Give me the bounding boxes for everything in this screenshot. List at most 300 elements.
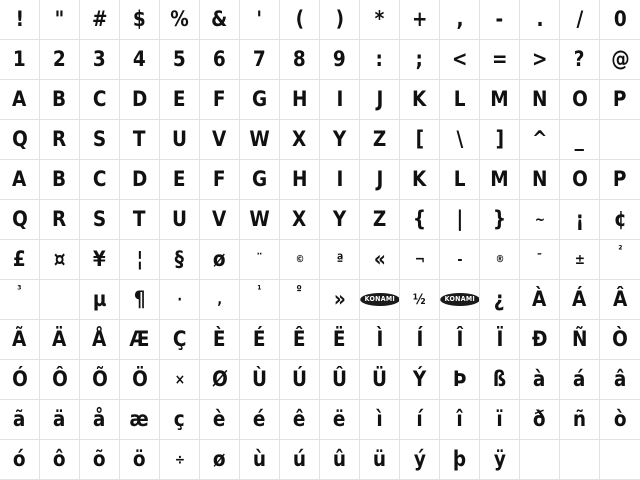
glyph-character: Ø [211,367,228,391]
glyph-cell[interactable] [600,160,640,200]
glyph-cell[interactable] [400,320,440,360]
glyph-cell[interactable] [440,120,480,160]
glyph-cell[interactable] [480,200,520,240]
glyph-character: É [253,327,266,351]
glyph-cell[interactable] [480,440,520,480]
glyph-cell[interactable] [400,360,440,400]
glyph-character: F [213,87,226,111]
glyph-character: ú [292,447,307,471]
glyph-character: ½ [413,291,426,308]
glyph-cell[interactable] [400,400,440,440]
glyph-cell[interactable] [520,120,560,160]
glyph-character: Q [11,127,28,151]
glyph-character: Ñ [571,327,588,351]
glyph-cell[interactable] [280,320,320,360]
glyph-cell[interactable] [240,0,280,40]
glyph-cell[interactable] [280,120,320,160]
glyph-cell[interactable] [0,0,40,40]
glyph-cell[interactable] [400,40,440,80]
glyph-cell[interactable] [280,0,320,40]
glyph-character: ø [213,447,226,471]
glyph-cell[interactable] [240,200,280,240]
glyph-character: ì [376,407,383,431]
glyph-cell[interactable] [120,440,160,480]
glyph-cell[interactable] [360,80,400,120]
glyph-character: KONAMI [360,293,399,306]
glyph-character: D [131,167,148,191]
glyph-character: / [576,7,583,31]
glyph-cell[interactable] [200,120,240,160]
glyph-cell[interactable] [560,400,600,440]
glyph-character: ¬ [414,251,425,268]
glyph-character: H [291,87,308,111]
glyph-character: : [375,47,384,71]
glyph-cell[interactable] [360,440,400,480]
glyph-cell[interactable] [120,120,160,160]
glyph-cell[interactable] [280,280,320,320]
glyph-character: ^ [531,127,548,151]
glyph-cell[interactable] [400,0,440,40]
glyph-character: Ï [496,327,503,351]
glyph-cell[interactable] [560,320,600,360]
glyph-cell[interactable] [520,280,560,320]
glyph-character: S [92,127,107,151]
glyph-cell[interactable] [80,280,120,320]
glyph-character: J [376,87,383,111]
glyph-cell[interactable] [40,0,80,40]
glyph-character: ô [53,447,66,471]
glyph-cell[interactable] [360,280,400,320]
glyph-character: ] [495,127,504,151]
glyph-cell[interactable] [200,280,240,320]
glyph-cell[interactable] [440,200,480,240]
glyph-cell[interactable] [0,120,40,160]
glyph-character: ø [213,247,226,271]
glyph-cell[interactable] [560,200,600,240]
glyph-cell[interactable] [560,440,600,480]
glyph-cell[interactable] [360,160,400,200]
glyph-cell[interactable] [600,360,640,400]
glyph-character: ; [415,47,424,71]
glyph-cell[interactable] [360,320,400,360]
glyph-character: Ð [531,327,548,351]
glyph-character: U [171,127,188,151]
glyph-character: = [491,47,508,71]
glyph-character: × [174,371,185,388]
glyph-character: Z [372,207,387,231]
glyph-character: 8 [293,47,306,71]
glyph-character: B [52,167,67,191]
glyph-cell[interactable] [400,280,440,320]
glyph-character: W [249,207,270,231]
glyph-cell[interactable] [120,400,160,440]
glyph-cell[interactable] [160,200,200,240]
glyph-cell[interactable] [120,280,160,320]
glyph-cell[interactable] [0,160,40,200]
glyph-cell[interactable] [400,120,440,160]
glyph-cell[interactable] [320,40,360,80]
glyph-character: ¿ [494,287,505,311]
glyph-cell[interactable] [80,440,120,480]
glyph-cell[interactable] [600,40,640,80]
glyph-character: Ò [612,327,628,351]
glyph-character: & [211,7,228,31]
glyph-cell[interactable] [80,120,120,160]
glyph-cell[interactable] [480,0,520,40]
glyph-character: 5 [173,47,186,71]
glyph-cell[interactable] [520,80,560,120]
glyph-cell[interactable] [480,80,520,120]
glyph-cell[interactable] [400,200,440,240]
glyph-character: Ö [131,367,148,391]
glyph-cell[interactable] [480,280,520,320]
glyph-cell[interactable] [0,200,40,240]
glyph-cell[interactable] [360,40,400,80]
glyph-cell[interactable] [120,160,160,200]
glyph-cell[interactable] [480,320,520,360]
glyph-cell[interactable] [560,240,600,280]
glyph-cell[interactable] [240,120,280,160]
glyph-cell[interactable] [120,40,160,80]
glyph-cell[interactable] [520,160,560,200]
glyph-character: U [171,207,188,231]
glyph-cell[interactable] [480,360,520,400]
glyph-character: ñ [572,407,587,431]
glyph-character: B [52,87,67,111]
glyph-cell[interactable] [0,280,40,320]
glyph-cell[interactable] [480,160,520,200]
glyph-character: - [456,251,463,268]
glyph-cell[interactable] [200,400,240,440]
glyph-cell[interactable] [600,280,640,320]
glyph-cell[interactable] [440,0,480,40]
glyph-character: Ê [293,327,306,351]
glyph-cell[interactable] [120,360,160,400]
glyph-character: * [374,7,385,31]
glyph-cell[interactable] [160,440,200,480]
glyph-cell[interactable] [440,80,480,120]
glyph-character: KONAMI [440,293,479,306]
glyph-character: A [12,167,27,191]
glyph-cell[interactable] [200,0,240,40]
glyph-cell[interactable] [80,160,120,200]
glyph-character: ë [333,407,346,431]
glyph-character: ¤ [53,247,66,271]
glyph-cell[interactable] [320,160,360,200]
glyph-character: 0 [613,7,627,31]
glyph-cell[interactable] [160,400,200,440]
glyph-cell[interactable] [560,360,600,400]
glyph-cell[interactable] [40,400,80,440]
glyph-cell[interactable] [320,360,360,400]
glyph-character: ¨ [256,251,263,268]
glyph-character: A [12,87,27,111]
glyph-cell[interactable] [600,80,640,120]
glyph-character: î [456,407,463,431]
glyph-cell[interactable] [160,80,200,120]
glyph-cell[interactable] [440,40,480,80]
glyph-cell[interactable] [200,80,240,120]
glyph-character: J [376,167,383,191]
glyph-character: © [295,253,304,265]
glyph-cell[interactable] [560,120,600,160]
glyph-character: £ [13,247,26,271]
glyph-cell[interactable] [600,120,640,160]
glyph-cell[interactable] [600,400,640,440]
glyph-cell[interactable] [440,160,480,200]
glyph-character: C [92,167,107,191]
glyph-cell[interactable] [80,240,120,280]
glyph-cell[interactable] [480,240,520,280]
glyph-cell[interactable] [560,280,600,320]
glyph-cell[interactable] [520,320,560,360]
glyph-cell[interactable] [480,40,520,80]
glyph-character: , [217,291,222,308]
glyph-cell[interactable] [320,80,360,120]
glyph-character: Y [332,127,347,151]
glyph-character: Þ [452,367,467,391]
glyph-character: ß [492,367,507,391]
glyph-cell[interactable] [560,40,600,80]
glyph-cell[interactable] [520,440,560,480]
glyph-cell[interactable] [120,80,160,120]
glyph-cell[interactable] [440,240,480,280]
glyph-cell[interactable] [240,40,280,80]
glyph-cell[interactable] [120,320,160,360]
glyph-cell[interactable] [200,440,240,480]
glyph-character: ª [336,251,343,268]
glyph-cell[interactable] [160,280,200,320]
glyph-character: ò [613,407,627,431]
glyph-cell[interactable] [560,80,600,120]
glyph-cell[interactable] [200,200,240,240]
glyph-character: ! [15,7,24,31]
glyph-character: ( [295,7,304,31]
glyph-cell[interactable] [160,240,200,280]
glyph-character: ê [293,407,306,431]
glyph-character: " [54,7,65,31]
glyph-cell[interactable] [240,280,280,320]
glyph-cell[interactable] [160,120,200,160]
glyph-character: E [173,87,186,111]
glyph-cell[interactable] [200,360,240,400]
glyph-cell[interactable] [240,80,280,120]
glyph-cell[interactable] [0,80,40,120]
glyph-cell[interactable] [80,400,120,440]
glyph-character: M [490,87,509,111]
glyph-cell[interactable] [600,240,640,280]
glyph-character: Û [331,367,348,391]
glyph-character: Ç [172,327,187,351]
glyph-cell[interactable] [320,0,360,40]
glyph-cell[interactable] [40,280,80,320]
glyph-cell[interactable] [320,200,360,240]
glyph-cell[interactable] [160,320,200,360]
glyph-cell[interactable] [160,0,200,40]
glyph-character: È [213,327,226,351]
glyph-cell[interactable] [240,240,280,280]
glyph-cell[interactable] [160,40,200,80]
glyph-cell[interactable] [40,40,80,80]
glyph-character: O [571,87,588,111]
glyph-cell[interactable] [440,440,480,480]
glyph-cell[interactable] [40,200,80,240]
glyph-cell[interactable] [120,240,160,280]
glyph-character: · [177,291,182,308]
glyph-cell[interactable] [240,320,280,360]
glyph-cell[interactable] [280,160,320,200]
glyph-cell[interactable] [280,400,320,440]
glyph-cell[interactable] [200,320,240,360]
glyph-cell[interactable] [480,400,520,440]
glyph-cell[interactable] [600,200,640,240]
glyph-cell[interactable] [400,240,440,280]
glyph-cell[interactable] [280,440,320,480]
glyph-character: + [411,7,428,31]
glyph-cell[interactable] [200,240,240,280]
glyph-cell[interactable] [560,0,600,40]
glyph-character: H [291,167,308,191]
glyph-cell[interactable] [400,80,440,120]
glyph-cell[interactable] [400,160,440,200]
glyph-character: 1 [13,47,26,71]
glyph-cell[interactable] [40,120,80,160]
glyph-cell[interactable] [80,80,120,120]
glyph-character: â [613,367,627,391]
glyph-character: R [52,207,67,231]
glyph-cell[interactable] [360,240,400,280]
glyph-character: é [253,407,266,431]
glyph-cell[interactable] [520,40,560,80]
glyph-character: ³ [17,283,22,296]
glyph-cell[interactable] [200,40,240,80]
glyph-character: F [213,167,226,191]
glyph-character: Z [372,127,387,151]
glyph-cell[interactable] [360,200,400,240]
glyph-character: Õ [91,367,108,391]
glyph-cell[interactable] [80,0,120,40]
glyph-character: I [336,167,343,191]
glyph-cell[interactable] [40,80,80,120]
glyph-character: Ü [371,367,388,391]
glyph-character: Â [612,287,628,311]
glyph-cell[interactable] [0,360,40,400]
glyph-cell[interactable] [280,360,320,400]
glyph-character: W [249,127,270,151]
glyph-cell[interactable] [360,360,400,400]
glyph-character: } [492,207,507,231]
glyph-character: Ë [333,327,346,351]
glyph-cell[interactable] [480,120,520,160]
glyph-cell[interactable] [0,440,40,480]
glyph-cell[interactable] [520,0,560,40]
glyph-character: « [373,247,386,271]
glyph-cell[interactable] [320,400,360,440]
glyph-cell[interactable] [360,400,400,440]
glyph-character: Å [92,327,107,351]
glyph-cell[interactable] [280,240,320,280]
glyph-cell[interactable] [80,40,120,80]
glyph-cell[interactable] [280,200,320,240]
glyph-cell[interactable] [360,120,400,160]
glyph-character: ¹ [257,283,262,296]
glyph-cell[interactable] [40,320,80,360]
glyph-cell[interactable] [440,280,480,320]
glyph-cell[interactable] [40,360,80,400]
glyph-character: # [91,7,108,31]
glyph-cell[interactable] [80,320,120,360]
glyph-cell[interactable] [520,240,560,280]
glyph-cell[interactable] [320,120,360,160]
glyph-cell[interactable] [80,200,120,240]
glyph-cell[interactable] [40,440,80,480]
glyph-cell[interactable] [120,200,160,240]
glyph-cell[interactable] [0,40,40,80]
glyph-cell[interactable] [240,440,280,480]
glyph-cell[interactable] [240,160,280,200]
glyph-cell[interactable] [120,0,160,40]
glyph-cell[interactable] [320,280,360,320]
glyph-cell[interactable] [600,0,640,40]
glyph-character: ¥ [93,247,106,271]
glyph-character: O [571,167,588,191]
glyph-character: [ [415,127,424,151]
glyph-cell[interactable] [440,320,480,360]
glyph-character: ~ [534,211,545,228]
glyph-cell[interactable] [400,440,440,480]
glyph-character: L [453,167,466,191]
glyph-cell[interactable] [160,360,200,400]
glyph-cell[interactable] [0,400,40,440]
glyph-cell[interactable] [320,320,360,360]
glyph-cell[interactable] [600,320,640,360]
glyph-cell[interactable] [560,160,600,200]
glyph-character: ï [496,407,503,431]
glyph-cell[interactable] [40,160,80,200]
glyph-cell[interactable] [0,240,40,280]
glyph-cell[interactable] [240,360,280,400]
glyph-cell[interactable] [440,400,480,440]
glyph-cell[interactable] [80,360,120,400]
glyph-cell[interactable] [40,240,80,280]
glyph-cell[interactable] [440,360,480,400]
glyph-character: V [212,207,227,231]
glyph-cell[interactable] [320,440,360,480]
glyph-cell[interactable] [240,400,280,440]
glyph-cell[interactable] [280,40,320,80]
glyph-cell[interactable] [200,160,240,200]
glyph-character: < [451,47,468,71]
glyph-character: ¢ [613,207,627,231]
glyph-cell[interactable] [360,0,400,40]
glyph-character: á [573,367,586,391]
glyph-character: ð [533,407,546,431]
glyph-cell[interactable] [160,160,200,200]
glyph-cell[interactable] [520,200,560,240]
glyph-cell[interactable] [320,240,360,280]
glyph-cell[interactable] [280,80,320,120]
glyph-character: G [251,167,268,191]
glyph-character: _ [574,127,585,151]
glyph-character: ¦ [136,247,143,271]
glyph-character: µ [92,287,107,311]
glyph-cell[interactable] [600,440,640,480]
glyph-cell[interactable] [520,400,560,440]
glyph-cell[interactable] [520,360,560,400]
glyph-character: ± [574,251,585,268]
glyph-cell[interactable] [0,320,40,360]
glyph-character: Î [456,327,463,351]
